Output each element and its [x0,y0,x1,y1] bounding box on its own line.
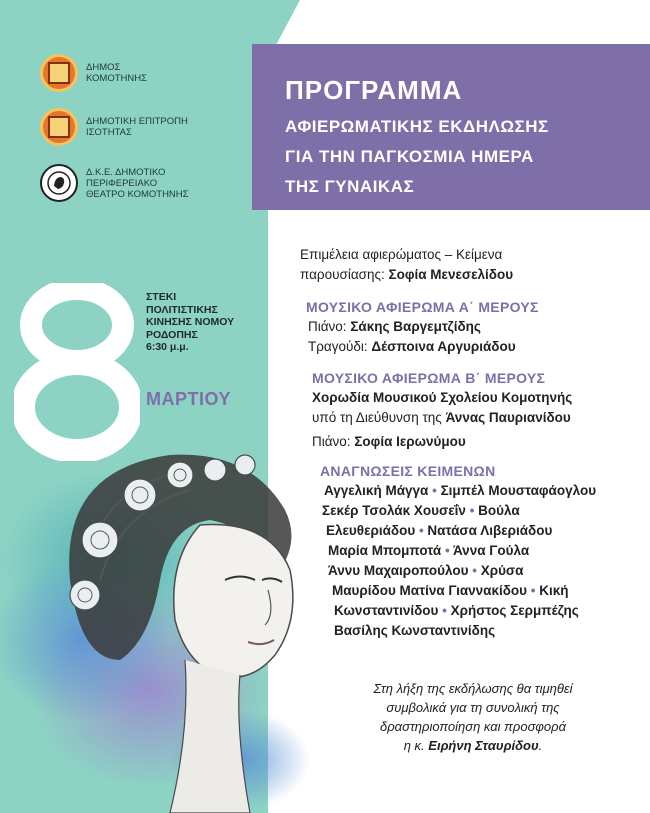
separator-dot-icon: • [468,563,481,578]
closing-note [342,679,604,755]
separator-dot-icon: • [415,523,428,538]
venue-block [146,291,234,354]
logo-theatre [40,164,189,202]
song-label: Τραγούδι: [308,339,372,354]
editor-credit [300,245,513,285]
closing-line-3: δραστηριοποίηση και προσφορά [380,719,566,734]
theatre-head-emblem-icon [40,164,78,202]
logo-3-line-1: Δ.Κ.Ε. ΔΗΜΟΤΙΚΟ [86,166,166,178]
closing-line-1: Στη λήξη της εκδήλωσης θα τιμηθεί [373,681,573,696]
venue-line-4: ΡΟΔΟΠΗΣ [146,328,198,341]
reader-name: Σεκέρ Τσολάκ Χουσεΐν [322,503,466,518]
venue-line-3: ΚΙΝΗΣΗΣ ΝΟΜΟΥ [146,316,235,328]
readers-list [320,481,596,641]
director-name: Άννας Παυριανίδου [445,410,571,425]
title-block [285,75,549,202]
readers-line [320,481,596,501]
closing-line-2: συμβολικά για τη συνολική της [386,700,560,715]
part-b-heading: ΜΟΥΣΙΚΟ ΑΦΙΕΡΩΜΑ Β΄ ΜΕΡΟΥΣ [312,370,546,386]
singer-name: Δέσποινα Αργυριάδου [371,339,516,354]
readers-line [320,581,596,601]
separator-dot-icon: • [428,483,441,498]
date-month: ΜΑΡΤΙΟΥ [146,389,232,409]
separator-dot-icon: • [527,583,540,598]
section-readings [320,461,596,641]
logo-2-line-2: ΙΣΟΤΗΤΑΣ [86,127,132,138]
separator-dot-icon: • [438,603,451,618]
venue-line-2: ΠΟΛΙΤΙΣΤΙΚΗΣ [146,303,218,316]
program-title: ΠΡΟΓΡΑΜΜΑ [285,75,463,105]
reader-name: Χρήστος Σερμπέζης [450,603,579,618]
reader-name: Κική [539,583,569,598]
readers-line [320,621,596,641]
readers-line [320,521,596,541]
direction-label: υπό τη Διεύθυνση της [312,410,446,425]
logo-1-line-2: ΚΟΜΟΤΗΝΗΣ [86,73,147,84]
readers-line [320,541,596,561]
separator-dot-icon: • [465,503,479,518]
reader-name: Μαυρίδου Ματίνα Γιαννακίδου [332,583,528,598]
reader-name: Βούλα [478,503,520,518]
reader-name: Μαρία Μπομποτά [328,543,442,558]
editor-line-1: Επιμέλεια αφιερώματος – Κείμενα [300,247,503,262]
readers-line [320,601,596,621]
honoree-name: Ειρήνη Σταυρίδου [428,738,539,753]
logo-municipality [40,54,147,92]
logo-3-line-3: ΘΕΑΤΡΟ ΚΟΜΟΤΗΝΗΣ [86,188,189,200]
woman-portrait-illustration [0,430,330,813]
event-time: 6:30 μ.μ. [146,341,189,353]
venue-line-1: ΣΤΕΚΙ [146,291,177,303]
readings-heading: ΑΝΑΓΝΩΣΕΙΣ ΚΕΙΜΕΝΩΝ [320,463,496,479]
subtitle-line-1: ΑΦΙΕΡΩΜΑΤΙΚΗΣ ΕΚΔΗΛΩΣΗΣ [285,117,549,136]
subtitle-line-2: ΓΙΑ ΤΗΝ ΠΑΓΚΟΣΜΙΑ ΗΜΕΡΑ [285,147,534,166]
choir-name: Χορωδία Μουσικού Σχολείου Κομοτηνής [312,390,573,405]
logo-3-line-2: ΠΕΡΙΦΕΡΕΙΑΚΟ [86,177,158,189]
section-music-part-a [306,297,539,357]
readers-line [320,501,596,521]
reader-name: Ελευθεριάδου [326,523,416,538]
piano-performer-b: Σοφία Ιερωνύμου [354,434,466,449]
reader-name: Βασίλης Κωνσταντινίδης [334,623,496,638]
logo-1-line-1: ΔΗΜΟΣ [86,62,121,73]
reader-name: Άννυ Μαχαιροπούλου [328,563,469,578]
municipal-emblem-icon [40,108,78,146]
reader-name: Σιμπέλ Μουσταφάογλου [440,483,597,498]
municipal-emblem-icon [40,54,78,92]
piano-label: Πιάνο: [308,319,351,334]
readers-line [320,561,596,581]
reader-name: Κωνσταντινίδου [334,603,439,618]
editor-label: παρουσίασης: [300,267,389,282]
part-a-heading: ΜΟΥΣΙΚΟ ΑΦΙΕΡΩΜΑ Α΄ ΜΕΡΟΥΣ [306,299,539,315]
reader-name: Αγγελική Μάγγα [324,483,429,498]
reader-name: Νατάσα Λιβεριάδου [427,523,553,538]
logo-2-line-1: ΔΗΜΟΤΙΚΗ ΕΠΙΤΡΟΠΗ [86,116,188,127]
piano-label-b: Πιάνο: [312,434,355,449]
section-music-part-b [312,368,572,452]
reader-name: Άννα Γούλα [452,543,530,558]
editor-name: Σοφία Μενεσελίδου [388,267,514,282]
piano-performer: Σάκης Βαργεμτζίδης [350,319,481,334]
reader-name: Χρύσα [480,563,524,578]
subtitle-line-3: ΤΗΣ ΓΥΝΑΙΚΑΣ [285,177,415,196]
closing-prefix: η κ. [403,738,429,753]
closing-suffix: . [538,738,543,753]
separator-dot-icon: • [441,543,453,558]
logo-equality-committee [40,108,188,146]
